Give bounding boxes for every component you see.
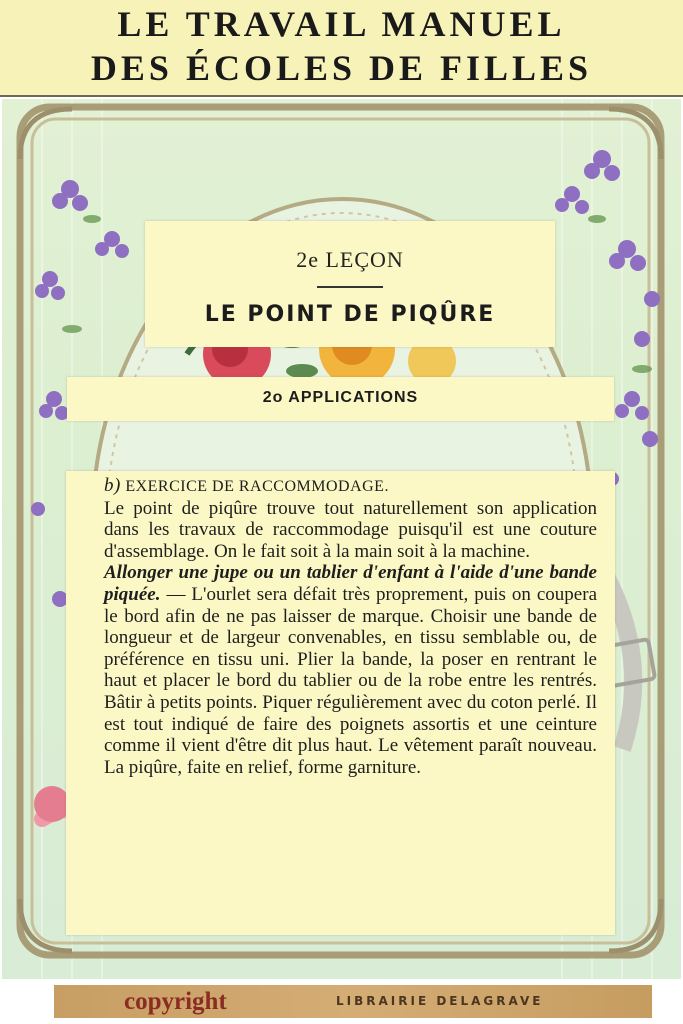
- paragraph-intro: Le point de piqûre trouve tout naturellement son application dans les travaux de raccommodage puisqu'il est une couture d'assemblage. On le fait soit à la main soit à la machine.: [104, 497, 597, 562]
- exercise-heading: [104, 475, 597, 498]
- banner-title-line-1: LE TRAVAIL MANUEL: [117, 4, 566, 44]
- title-banner: [0, 0, 683, 97]
- paragraph-instructions: [104, 562, 597, 778]
- lesson-header: [145, 221, 555, 347]
- banner-title-line-2: DES ÉCOLES DE FILLES: [90, 48, 593, 88]
- instruction-lead: Allonger une jupe ou un tablier d'enfant à l'aide d'une bande piquée.: [104, 562, 597, 605]
- exercise-title: EXERCICE DE RACCOMMODAGE.: [125, 478, 389, 495]
- section-header: [67, 377, 614, 421]
- exercise-letter: b): [104, 475, 121, 496]
- publisher-name: LIBRAIRIE DELAGRAVE: [336, 994, 544, 1008]
- divider: [317, 286, 383, 288]
- lesson-title: LE POINT DE PIQÛRE: [204, 302, 496, 327]
- postcard-background: [2, 99, 681, 979]
- footer-strip: [54, 985, 652, 1018]
- instruction-body: — L'ourlet sera défait très proprement, puis on coupera le bord afin de ne pas laisser de marque. Choisir une bande de longueur et de largeur convenables, en tissu semblable ou, de préférence en tissu uni. Plier la bande, la poser en rentrant le haut et placer le bord du tablier ou de la robe entre les rentrés. Bâtir à petits points. Piquer régulièrement avec du coton perlé. Il est tout indiqué de faire des poignets assortis et une ceinture comme il vient d'être dit plus haut. Le vêtement paraît nouveau. La piqûre, faite en relief, forme garniture.: [104, 583, 597, 778]
- copyright-label: copyright: [124, 988, 227, 1015]
- section-label: 2o APPLICATIONS: [262, 389, 419, 406]
- exercise-text: [66, 471, 615, 935]
- lesson-number: 2e LEÇON: [296, 247, 404, 272]
